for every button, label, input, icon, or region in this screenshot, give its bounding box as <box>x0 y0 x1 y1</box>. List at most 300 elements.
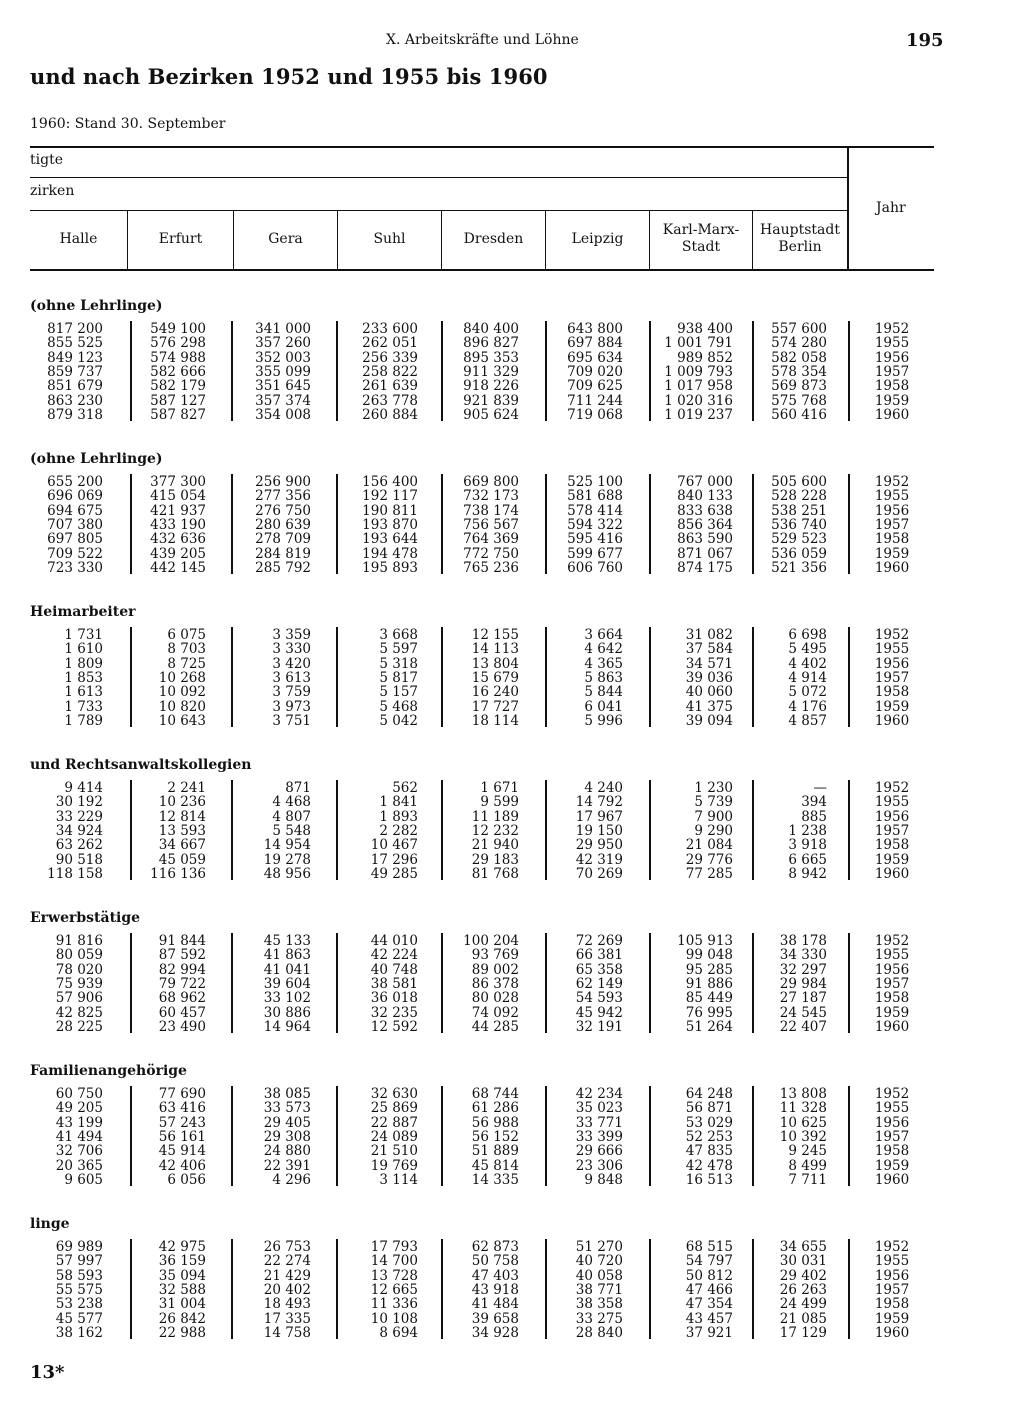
table-cell: 29 666 <box>575 1143 623 1160</box>
table-cell: 10 820 <box>158 698 206 715</box>
row-year: 1955 <box>874 335 910 352</box>
table-cell: 6 665 <box>788 851 827 868</box>
table-cell: 36 018 <box>370 990 418 1007</box>
table-cell: 68 515 <box>685 1239 733 1255</box>
table-cell: 85 449 <box>685 990 733 1007</box>
table-cell: 32 235 <box>370 1004 418 1021</box>
table-cell: 24 499 <box>779 1296 827 1313</box>
table-cell: 50 812 <box>685 1267 733 1284</box>
table-cell: 696 069 <box>47 488 103 505</box>
table-cell: 34 928 <box>471 1324 519 1341</box>
table-cell: 576 298 <box>150 335 206 352</box>
table-cell: 29 405 <box>263 1114 311 1131</box>
table-cell: 13 804 <box>471 655 519 672</box>
table-row <box>0 867 1024 881</box>
table-cell: 879 318 <box>47 406 103 423</box>
table-row <box>0 657 1024 671</box>
table-cell: 42 825 <box>55 1004 103 1021</box>
table-cell: 23 306 <box>575 1157 623 1174</box>
table-cell: 529 523 <box>771 531 827 548</box>
table-cell: 30 031 <box>779 1253 827 1270</box>
table-cell: 756 567 <box>463 516 519 533</box>
table-cell: 1 019 237 <box>664 406 733 423</box>
table-cell: 55 575 <box>55 1281 103 1298</box>
table-row <box>0 628 1024 642</box>
table-cell: 195 893 <box>362 559 418 576</box>
row-year: 1957 <box>874 1281 910 1298</box>
table-cell: 587 127 <box>150 392 206 409</box>
table-cell: 1 020 316 <box>664 392 733 409</box>
table-cell: 31 004 <box>158 1296 206 1313</box>
table-row <box>0 561 1024 575</box>
table-row <box>0 824 1024 838</box>
row-year: 1955 <box>874 1253 910 1270</box>
rule-row2 <box>30 210 848 211</box>
row-year: 1955 <box>874 1100 910 1117</box>
table-cell: 34 655 <box>779 1239 827 1255</box>
table-cell: 575 768 <box>771 392 827 409</box>
table-cell: 39 036 <box>685 669 733 686</box>
table-cell: 16 240 <box>471 684 519 701</box>
table-row <box>0 838 1024 852</box>
table-cell: 45 133 <box>263 933 311 949</box>
table-cell: 582 179 <box>150 378 206 395</box>
rule-row1 <box>30 177 848 178</box>
row-year: 1959 <box>874 1310 910 1327</box>
table-cell: 355 099 <box>255 363 311 380</box>
table-cell: 1 789 <box>64 712 103 729</box>
col-head-berlin: Hauptstadt Berlin <box>760 222 840 255</box>
table-row <box>0 714 1024 728</box>
table-cell: 874 175 <box>677 559 733 576</box>
table-cell: 49 205 <box>55 1100 103 1117</box>
table-cell: 895 353 <box>463 349 519 366</box>
table-cell: 49 285 <box>370 865 418 882</box>
table-cell: 1 841 <box>379 794 418 811</box>
table-cell: 5 817 <box>379 669 418 686</box>
table-cell: 1 230 <box>694 780 733 796</box>
table-cell: 871 <box>285 780 311 796</box>
table-cell: 3 751 <box>272 712 311 729</box>
table-cell: 1 671 <box>480 780 519 796</box>
footnote-signature: 13* <box>30 1362 65 1383</box>
table-cell: 1 613 <box>64 684 103 701</box>
table-cell: 32 630 <box>370 1086 418 1102</box>
table-cell: 95 285 <box>685 961 733 978</box>
table-cell: 17 335 <box>263 1310 311 1327</box>
table-cell: 1 809 <box>64 655 103 672</box>
table-cell: 28 840 <box>575 1324 623 1341</box>
table-cell: 27 187 <box>779 990 827 1007</box>
table-row <box>0 991 1024 1005</box>
table-cell: 549 100 <box>150 321 206 337</box>
table-cell: 89 002 <box>471 961 519 978</box>
table-cell: 711 244 <box>567 392 623 409</box>
table-cell: 82 994 <box>158 961 206 978</box>
table-cell: 37 584 <box>685 641 733 658</box>
table-cell: 29 308 <box>263 1128 311 1145</box>
table-cell: 587 827 <box>150 406 206 423</box>
table-cell: 351 645 <box>255 378 311 395</box>
table-cell: 9 605 <box>64 1171 103 1188</box>
table-cell: 2 241 <box>167 780 206 796</box>
table-cell: 18 114 <box>471 712 519 729</box>
table-cell: 21 085 <box>779 1310 827 1327</box>
row-year: 1956 <box>874 1114 910 1131</box>
row-year: 1955 <box>874 947 910 964</box>
table-cell: 258 822 <box>362 363 418 380</box>
table-cell: 29 776 <box>685 851 733 868</box>
table-cell: 29 950 <box>575 837 623 854</box>
row-year: 1952 <box>874 933 910 949</box>
row-year: 1952 <box>874 321 910 337</box>
table-cell: 38 162 <box>55 1324 103 1341</box>
section-title: Familienangehörige <box>30 1063 187 1079</box>
table-cell: 19 150 <box>575 822 623 839</box>
row-year: 1960 <box>874 1018 910 1035</box>
table-cell: 1 610 <box>64 641 103 658</box>
table-cell: 5 548 <box>272 822 311 839</box>
row-year: 1952 <box>874 1086 910 1102</box>
table-cell: 921 839 <box>463 392 519 409</box>
table-cell: 45 577 <box>55 1310 103 1327</box>
table-cell: 38 085 <box>263 1086 311 1102</box>
table-cell: 32 706 <box>55 1143 103 1160</box>
table-cell: 56 988 <box>471 1114 519 1131</box>
table-cell: 72 269 <box>575 933 623 949</box>
table-cell: 3 918 <box>788 837 827 854</box>
table-cell: 24 089 <box>370 1128 418 1145</box>
row-year: 1960 <box>874 1324 910 1341</box>
table-cell: 118 158 <box>47 865 103 882</box>
table-cell: 60 750 <box>55 1086 103 1102</box>
table-cell: 42 234 <box>575 1086 623 1102</box>
table-cell: 433 190 <box>150 516 206 533</box>
table-cell: 276 750 <box>255 502 311 519</box>
table-cell: 22 391 <box>263 1157 311 1174</box>
table-cell: 54 593 <box>575 990 623 1007</box>
table-cell: 10 392 <box>779 1128 827 1145</box>
table-cell: 63 262 <box>55 837 103 854</box>
table-cell: 772 750 <box>463 545 519 562</box>
table-cell: 695 634 <box>567 349 623 366</box>
table-cell: 262 051 <box>362 335 418 352</box>
table-cell: 738 174 <box>463 502 519 519</box>
table-cell: 536 740 <box>771 516 827 533</box>
table-cell: 5 318 <box>379 655 418 672</box>
table-cell: 33 229 <box>55 808 103 825</box>
table-cell: 582 058 <box>771 349 827 366</box>
table-cell: 17 793 <box>370 1239 418 1255</box>
table-cell: 697 805 <box>47 531 103 548</box>
table-cell: 2 282 <box>379 822 418 839</box>
table-cell: 817 200 <box>47 321 103 337</box>
table-cell: 521 356 <box>771 559 827 576</box>
table-row <box>0 1020 1024 1034</box>
table-cell: 58 593 <box>55 1267 103 1284</box>
table-cell: 26 263 <box>779 1281 827 1298</box>
table-cell: 859 737 <box>47 363 103 380</box>
table-cell: 10 643 <box>158 712 206 729</box>
table-cell: 7 900 <box>694 808 733 825</box>
table-cell: 34 571 <box>685 655 733 672</box>
table-cell: 53 238 <box>55 1296 103 1313</box>
table-cell: 6 056 <box>167 1171 206 1188</box>
table-cell: 851 679 <box>47 378 103 395</box>
table-cell: 10 092 <box>158 684 206 701</box>
row-year: 1959 <box>874 698 910 715</box>
table-cell: 709 522 <box>47 545 103 562</box>
table-row <box>0 518 1024 532</box>
table-cell: 694 675 <box>47 502 103 519</box>
table-cell: 19 769 <box>370 1157 418 1174</box>
row-year: 1960 <box>874 865 910 882</box>
table-cell: 557 600 <box>771 321 827 337</box>
table-cell: 6 041 <box>584 698 623 715</box>
table-cell: 30 192 <box>55 794 103 811</box>
table-cell: 32 297 <box>779 961 827 978</box>
table-cell: 22 274 <box>263 1253 311 1270</box>
table-cell: 36 159 <box>158 1253 206 1270</box>
row-year: 1956 <box>874 655 910 672</box>
table-cell: 606 760 <box>567 559 623 576</box>
table-cell: 62 149 <box>575 975 623 992</box>
table-cell: 47 354 <box>685 1296 733 1313</box>
table-row <box>0 1173 1024 1187</box>
table-cell: 190 811 <box>362 502 418 519</box>
table-cell: 9 414 <box>64 780 103 796</box>
table-row <box>0 1269 1024 1283</box>
table-cell: 64 248 <box>685 1086 733 1102</box>
table-cell: 56 871 <box>685 1100 733 1117</box>
table-row <box>0 1240 1024 1254</box>
table-cell: 79 722 <box>158 975 206 992</box>
table-row <box>0 795 1024 809</box>
table-cell: 655 200 <box>47 474 103 490</box>
table-row <box>0 1283 1024 1297</box>
table-cell: 357 260 <box>255 335 311 352</box>
table-cell: 45 059 <box>158 851 206 868</box>
table-cell: 840 400 <box>463 321 519 337</box>
table-cell: 93 769 <box>471 947 519 964</box>
table-cell: 38 178 <box>779 933 827 949</box>
table-cell: 1 853 <box>64 669 103 686</box>
table-cell: 10 108 <box>370 1310 418 1327</box>
table-cell: 39 658 <box>471 1310 519 1327</box>
table-cell: 16 513 <box>685 1171 733 1188</box>
table-cell: 14 700 <box>370 1253 418 1270</box>
table-cell: 13 593 <box>158 822 206 839</box>
table-cell: 8 725 <box>167 655 206 672</box>
table-cell: 99 048 <box>685 947 733 964</box>
table-cell: 193 870 <box>362 516 418 533</box>
table-cell: 4 365 <box>584 655 623 672</box>
col-head-dresden: Dresden <box>463 231 524 247</box>
table-cell: 357 374 <box>255 392 311 409</box>
table-cell: 22 887 <box>370 1114 418 1131</box>
table-cell: 65 358 <box>575 961 623 978</box>
table-row <box>0 1101 1024 1115</box>
table-row <box>0 1130 1024 1144</box>
table-cell: 12 592 <box>370 1018 418 1035</box>
page-subtitle: 1960: Stand 30. September <box>30 116 226 132</box>
table-cell: 74 092 <box>471 1004 519 1021</box>
table-cell: 723 330 <box>47 559 103 576</box>
table-cell: 280 639 <box>255 516 311 533</box>
table-cell: 41 484 <box>471 1296 519 1313</box>
table-row <box>0 475 1024 489</box>
header-year: Jahr <box>876 200 906 216</box>
table-cell: 415 054 <box>150 488 206 505</box>
section-title: Erwerbstätige <box>30 910 141 926</box>
row-year: 1960 <box>874 712 910 729</box>
rule-bottom <box>30 269 934 271</box>
table-cell: 1 017 958 <box>664 378 733 395</box>
table-cell: 536 059 <box>771 545 827 562</box>
table-row <box>0 408 1024 422</box>
table-cell: 21 429 <box>263 1267 311 1284</box>
table-cell: 341 000 <box>255 321 311 337</box>
table-cell: 582 666 <box>150 363 206 380</box>
table-cell: 29 183 <box>471 851 519 868</box>
table-cell: 56 161 <box>158 1128 206 1145</box>
row-year: 1955 <box>874 794 910 811</box>
table-cell: 156 400 <box>362 474 418 490</box>
table-cell: 14 954 <box>263 837 311 854</box>
row-year: 1952 <box>874 780 910 796</box>
table-row <box>0 685 1024 699</box>
row-year: 1957 <box>874 1128 910 1145</box>
table-cell: 377 300 <box>150 474 206 490</box>
table-cell: 63 416 <box>158 1100 206 1117</box>
table-cell: 33 275 <box>575 1310 623 1327</box>
table-row <box>0 934 1024 948</box>
table-cell: 24 545 <box>779 1004 827 1021</box>
table-cell: 855 525 <box>47 335 103 352</box>
table-cell: 45 942 <box>575 1004 623 1021</box>
row-year: 1958 <box>874 990 910 1007</box>
table-cell: 35 023 <box>575 1100 623 1117</box>
row-year: 1957 <box>874 516 910 533</box>
table-cell: 33 771 <box>575 1114 623 1131</box>
table-row <box>0 336 1024 350</box>
table-cell: 33 573 <box>263 1100 311 1117</box>
table-row <box>0 532 1024 546</box>
table-cell: 53 029 <box>685 1114 733 1131</box>
table-cell: 40 748 <box>370 961 418 978</box>
row-year: 1958 <box>874 837 910 854</box>
table-cell: 38 358 <box>575 1296 623 1313</box>
table-cell: 538 251 <box>771 502 827 519</box>
header-row1-label: tigte <box>30 152 63 168</box>
table-cell: 20 402 <box>263 1281 311 1298</box>
table-cell: 8 694 <box>379 1324 418 1341</box>
table-cell: 989 852 <box>677 349 733 366</box>
table-cell: 90 518 <box>55 851 103 868</box>
table-cell: — <box>813 780 827 796</box>
table-cell: 51 889 <box>471 1143 519 1160</box>
table-cell: 34 667 <box>158 837 206 854</box>
table-cell: 11 336 <box>370 1296 418 1313</box>
table-cell: 256 900 <box>255 474 311 490</box>
table-cell: 442 145 <box>150 559 206 576</box>
col-head-suhl: Suhl <box>373 231 406 247</box>
row-year: 1957 <box>874 669 910 686</box>
table-cell: 54 797 <box>685 1253 733 1270</box>
table-cell: 57 997 <box>55 1253 103 1270</box>
row-year: 1956 <box>874 808 910 825</box>
table-cell: 51 270 <box>575 1239 623 1255</box>
table-row <box>0 977 1024 991</box>
table-cell: 8 499 <box>788 1157 827 1174</box>
table-cell: 3 664 <box>584 627 623 643</box>
table-cell: 578 414 <box>567 502 623 519</box>
table-cell: 41 494 <box>55 1128 103 1145</box>
table-cell: 233 600 <box>362 321 418 337</box>
table-cell: 57 906 <box>55 990 103 1007</box>
table-cell: 32 191 <box>575 1018 623 1035</box>
table-cell: 34 330 <box>779 947 827 964</box>
table-cell: 47 466 <box>685 1281 733 1298</box>
table-cell: 66 381 <box>575 947 623 964</box>
table-cell: 525 100 <box>567 474 623 490</box>
table-cell: 26 842 <box>158 1310 206 1327</box>
table-cell: 57 243 <box>158 1114 206 1131</box>
table-cell: 56 152 <box>471 1128 519 1145</box>
table-cell: 394 <box>801 794 827 811</box>
table-cell: 6 075 <box>167 627 206 643</box>
table-cell: 25 869 <box>370 1100 418 1117</box>
table-cell: 260 884 <box>362 406 418 423</box>
table-cell: 4 240 <box>584 780 623 796</box>
row-year: 1958 <box>874 378 910 395</box>
table-row <box>0 671 1024 685</box>
table-cell: 8 703 <box>167 641 206 658</box>
table-row <box>0 853 1024 867</box>
table-cell: 70 269 <box>575 865 623 882</box>
section-title: Heimarbeiter <box>30 604 136 620</box>
table-cell: 1 731 <box>64 627 103 643</box>
table-cell: 1 238 <box>788 822 827 839</box>
table-cell: 599 677 <box>567 545 623 562</box>
table-cell: 17 296 <box>370 851 418 868</box>
table-cell: 277 356 <box>255 488 311 505</box>
table-cell: 707 380 <box>47 516 103 533</box>
table-cell: 938 400 <box>677 321 733 337</box>
row-year: 1960 <box>874 406 910 423</box>
table-cell: 91 886 <box>685 975 733 992</box>
table-cell: 421 937 <box>150 502 206 519</box>
table-row <box>0 504 1024 518</box>
table-cell: 10 236 <box>158 794 206 811</box>
table-cell: 37 921 <box>685 1324 733 1341</box>
table-cell: 33 102 <box>263 990 311 1007</box>
table-cell: 595 416 <box>567 531 623 548</box>
table-cell: 42 406 <box>158 1157 206 1174</box>
table-cell: 68 962 <box>158 990 206 1007</box>
table-cell: 4 857 <box>788 712 827 729</box>
table-row <box>0 1297 1024 1311</box>
table-cell: 5 468 <box>379 698 418 715</box>
table-cell: 432 636 <box>150 531 206 548</box>
table-cell: 43 457 <box>685 1310 733 1327</box>
table-row <box>0 1312 1024 1326</box>
table-cell: 31 082 <box>685 627 733 643</box>
table-cell: 528 228 <box>771 488 827 505</box>
table-cell: 61 286 <box>471 1100 519 1117</box>
table-cell: 21 084 <box>685 837 733 854</box>
table-row <box>0 489 1024 503</box>
